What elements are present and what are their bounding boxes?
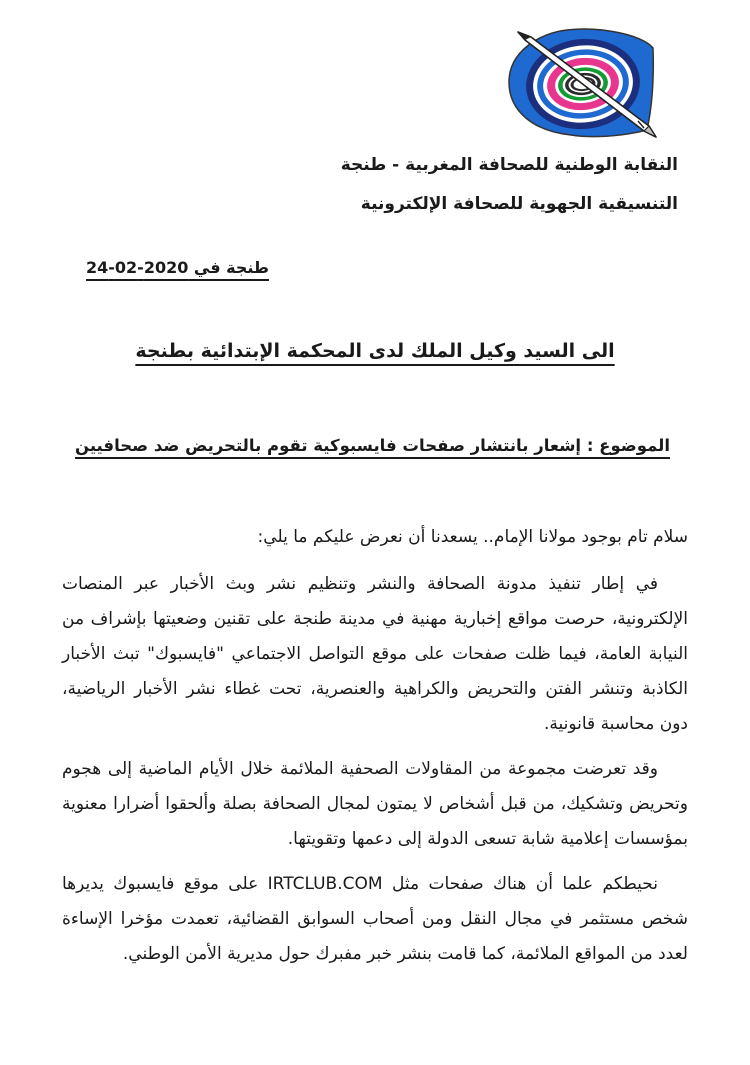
salutation-line: سلام تام بوجود مولانا الإمام.. يسعدنا أن نعرض عليكم ما يلي: bbox=[257, 527, 688, 547]
letter-body bbox=[62, 520, 688, 982]
recipient-title: الى السيد وكيل الملك لدى المحكمة الإبتدائية بطنجة bbox=[135, 340, 615, 362]
body-paragraph-3: نحيطكم علما أن هناك صفحات مثل IRTCLUB.COM على موقع فايسبوك يديرها شخص مستثمر في مجال النقل ومن أصحاب السوابق القضائية، تعمدت مؤخرا الإساءة لعدد من المواقع الملائمة، كما قامت بنشر خبر مفبرك حول مديرية الأمن الوطني. bbox=[62, 874, 688, 964]
org-header bbox=[341, 146, 678, 224]
target-pen-logo-svg bbox=[505, 27, 665, 140]
org-name-line2: التنسيقية الجهوية للصحافة الإلكترونية bbox=[360, 194, 678, 214]
body-paragraph-1: في إطار تنفيذ مدونة الصحافة والنشر وتنظيم نشر وبث الأخبار عبر المنصات الإلكترونية، حرصت مواقع إخبارية مهنية في مدينة طنجة على تقنين وضعيتها بإشراف من النيابة العامة، فيما ظلت صفحات على موقع التواصل الاجتماعي "فايسبوك" تبث الأخبار الكاذبة وتنشر الفتن والتحريض والكراهية والعنصرية، تحت غطاء نشر الأخبار الرياضية، دون محاسبة قانونية. bbox=[62, 574, 688, 734]
dateline: طنجة في 2020-02-24 bbox=[86, 258, 269, 277]
body-paragraph-2: وقد تعرضت مجموعة من المقاولات الصحفية الملائمة خلال الأيام الماضية إلى هجوم وتحريض وتشكيك، من قبل أشخاص لا يمتون لمجال الصحافة بصلة وألحقوا أضرارا معنوية بمؤسسات إعلامية شابة تسعى الدولة إلى دعمها وتقويتها. bbox=[62, 759, 688, 849]
org-logo-icon bbox=[505, 27, 665, 140]
subject-line: الموضوع : إشعار بانتشار صفحات فايسبوكية تقوم بالتحريض ضد صحافيين bbox=[74, 436, 670, 455]
org-name-line1: النقابة الوطنية للصحافة المغربية - طنجة bbox=[340, 155, 678, 175]
